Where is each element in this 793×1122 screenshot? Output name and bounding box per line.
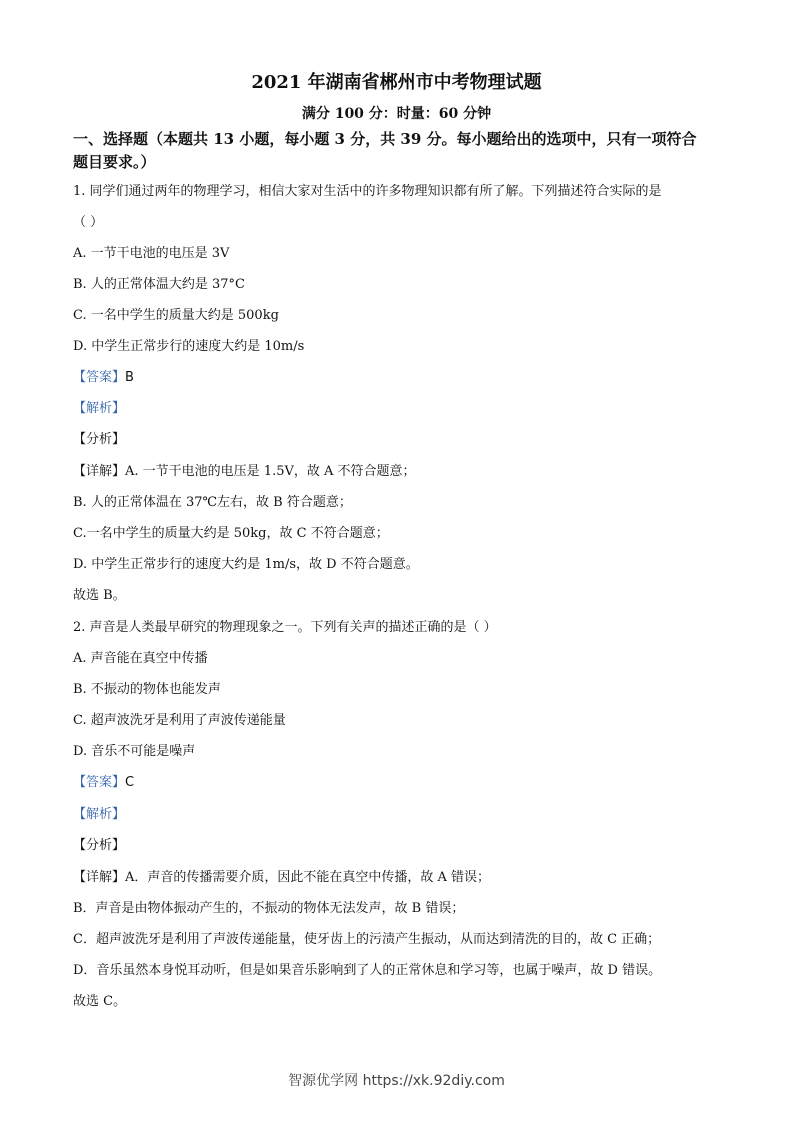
q2-answer-tag: 【答案】	[73, 775, 126, 790]
section-heading	[73, 128, 723, 174]
q2-conclusion: 故选 C。	[73, 994, 127, 1009]
q1-detail-text: A. 一节干电池的电压是 1.5V，故 A 不符合题意；	[125, 464, 416, 479]
section-heading-line-2: 题目要求。）	[73, 153, 156, 171]
q1-stem-line-2: （ ）	[73, 215, 104, 230]
q1-option-b: B. 人的正常体温大约是 37°C	[73, 277, 245, 292]
q1-answer-tag: 【答案】	[73, 370, 126, 385]
exam-info: 满分 100 分：时量：60 分钟	[301, 106, 492, 122]
q1-answer-value: B	[125, 370, 134, 385]
q1-detail-line-3: C.一名中学生的质量大约是 50kg，故 C 不符合题意；	[73, 526, 389, 541]
q1-option-d: D. 中学生正常步行的速度大约是 10m/s	[73, 339, 305, 354]
q2-detail-line-4: D．音乐虽然本身悦耳动听，但是如果音乐影响到了人的正常休息和学习等，也属于噪声，故 D 错误。	[73, 963, 662, 978]
q1-detail-line-1	[73, 463, 723, 481]
q1-detail-tag: 【详解】	[73, 464, 126, 479]
page-title: 2021 年湖南省郴州市中考物理试题	[251, 72, 542, 93]
q2-answer-value: C	[125, 775, 135, 790]
q1-option-a: A. 一节干电池的电压是 3V	[73, 246, 230, 261]
q2-option-c: C. 超声波洗牙是利用了声波传递能量	[73, 713, 286, 728]
q2-answer	[73, 774, 723, 792]
q1-analysis-tag: 【解析】	[73, 401, 126, 416]
q1-option-c: C. 一名中学生的质量大约是 500kg	[73, 308, 279, 323]
q2-detail-line-3: C．超声波洗牙是利用了声波传递能量，使牙齿上的污渍产生振动，从而达到清洗的目的，故 C 正确；	[73, 932, 661, 947]
section-heading-line-1: 一、选择题（本题共 13 小题，每小题 3 分，共 39 分。每小题给出的选项中，只有一项符合	[73, 130, 697, 148]
q1-answer	[73, 369, 723, 387]
q2-detail-line-2: B．声音是由物体振动产生的，不振动的物体无法发声，故 B 错误；	[73, 901, 465, 916]
q2-option-d: D. 音乐不可能是噪声	[73, 744, 196, 759]
q1-fenxi-tag: 【分析】	[73, 432, 126, 447]
q2-analysis-tag: 【解析】	[73, 807, 126, 822]
q1-detail-line-4: D. 中学生正常步行的速度大约是 1m/s，故 D 不符合题意。	[73, 557, 419, 572]
q2-fenxi-tag: 【分析】	[73, 838, 126, 853]
footer-watermark: 智源优学网 https://xk.92diy.com	[288, 1073, 505, 1089]
q1-conclusion: 故选 B。	[73, 588, 126, 603]
q2-detail-text: A．声音的传播需要介质，因此不能在真空中传播，故 A 错误；	[125, 870, 491, 885]
q2-detail-line-1	[73, 869, 723, 887]
q1-detail-line-2: B. 人的正常体温在 37℃左右，故 B 符合题意；	[73, 495, 352, 510]
q2-stem: 2. 声音是人类最早研究的物理现象之一。下列有关声的描述正确的是（ ）	[73, 620, 497, 635]
q1-stem-line-1: 1. 同学们通过两年的物理学习，相信大家对生活中的许多物理知识都有所了解。下列描述符合实际的是	[73, 184, 662, 199]
q2-option-b: B. 不振动的物体也能发声	[73, 682, 221, 697]
q2-detail-tag: 【详解】	[73, 870, 126, 885]
q2-option-a: A. 声音能在真空中传播	[73, 651, 208, 666]
